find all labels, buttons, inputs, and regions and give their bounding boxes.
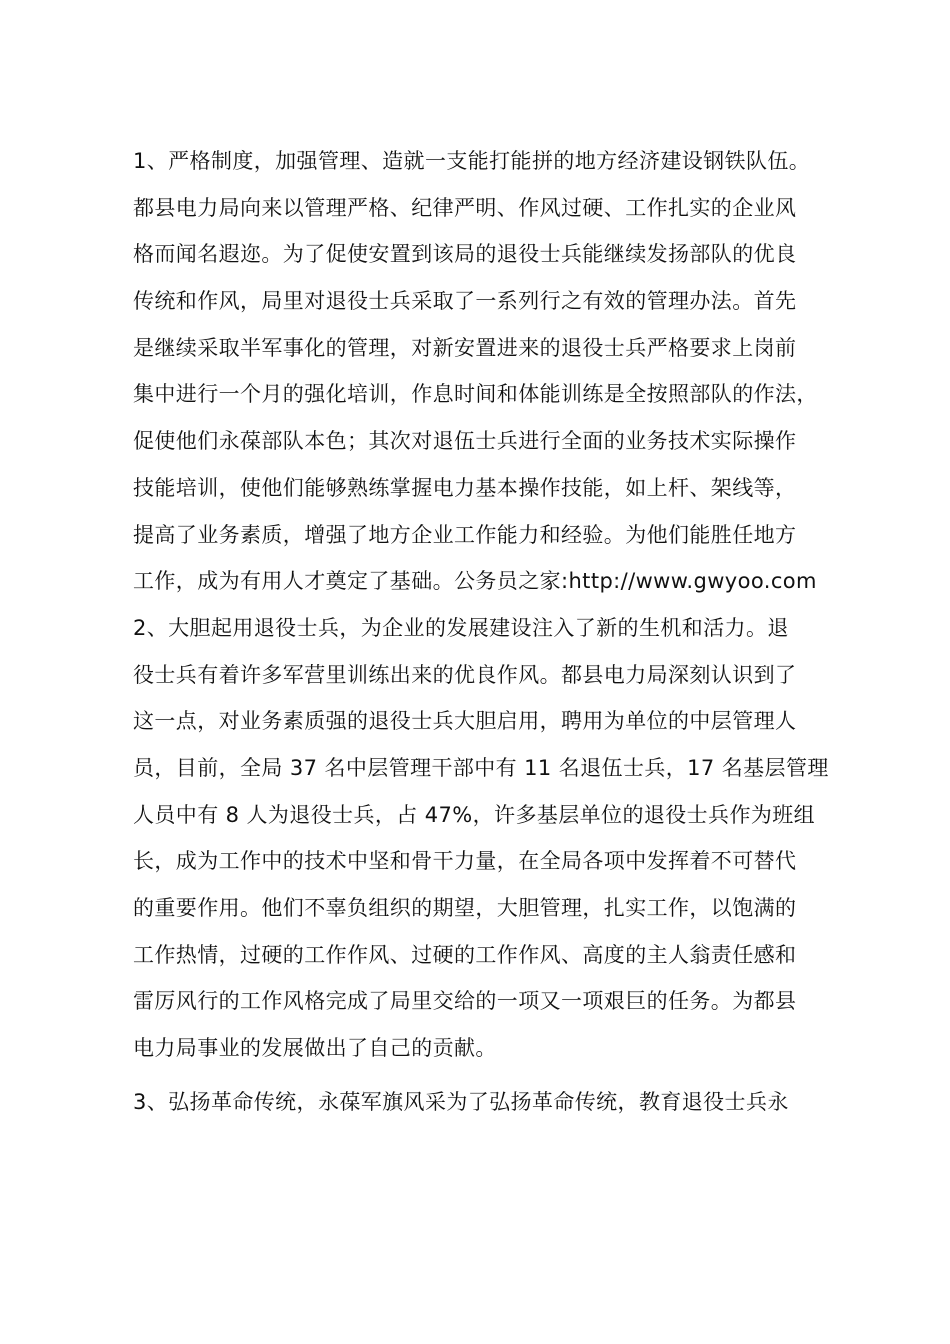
paragraph-1-line-7: 促使他们永葆部队本色；其次对退伍士兵进行全面的业务技术实际操作: [133, 429, 797, 454]
paragraph-1-line-8: 技能培训，使他们能够熟练掌握电力基本操作技能，如上杆、架线等，: [133, 475, 797, 500]
paragraph-1-line-1: 1、严格制度，加强管理、造就一支能打能拼的地方经济建设钢铁队伍。: [133, 149, 811, 173]
paragraph-1-line-2: 都县电力局向来以管理严格、纪律严明、作风过硬、工作扎实的企业风: [133, 195, 797, 220]
paragraph-1-line-6: 集中进行一个月的强化培训，作息时间和体能训练是全按照部队的作法，: [133, 382, 818, 407]
paragraph-1-line-3: 格而闻名遐迩。为了促使安置到该局的退役士兵能继续发扬部队的优良: [133, 242, 797, 267]
paragraph-3-line-1: 3、弘扬革命传统，永葆军旗风采为了弘扬革命传统，教育退役士兵永: [133, 1089, 789, 1114]
paragraph-2-line-8: 工作热情，过硬的工作作风、过硬的工作作风、高度的主人翁责任感和: [133, 942, 797, 967]
paragraph-2-line-10: 电力局事业的发展做出了自己的贡献。: [133, 1036, 497, 1061]
paragraph-2-line-3: 这一点，对业务素质强的退役士兵大胆启用，聘用为单位的中层管理人: [133, 709, 797, 734]
paragraph-2-line-2: 役士兵有着许多军营里训练出来的优良作风。都县电力局深刻认识到了: [133, 662, 797, 687]
paragraph-1-line-4: 传统和作风，局里对退役士兵采取了一系列行之有效的管理办法。首先: [133, 289, 797, 314]
paragraph-2-line-6: 长，成为工作中的技术中坚和骨干力量，在全局各项中发挥着不可替代: [133, 849, 797, 874]
paragraph-2-line-4: 员，目前，全局 37 名中层管理干部中有 11 名退伍士兵，17 名基层管理: [133, 755, 829, 780]
paragraph-2-line-9: 雷厉风行的工作风格完成了局里交给的一项又一项艰巨的任务。为都县: [133, 989, 797, 1014]
document-body: [133, 138, 833, 1125]
paragraph-1-line-9: 提高了业务素质，增强了地方企业工作能力和经验。为他们能胜任地方: [133, 522, 797, 547]
paragraph-2-line-7: 的重要作用。他们不辜负组织的期望，大胆管理，扎实工作，以饱满的: [133, 896, 797, 920]
paragraph-2-line-5: 人员中有 8 人为退役士兵，占 47%，许多基层单位的退役士兵作为班组: [133, 802, 816, 827]
paragraph-1-line-10: 工作，成为有用人才奠定了基础。公务员之家:http://www.gwyoo.com: [133, 569, 817, 594]
paragraph-2-line-1: 2、大胆起用退役士兵，为企业的发展建设注入了新的生机和活力。退: [133, 615, 789, 640]
paragraph-1-line-5: 是继续采取半军事化的管理，对新安置进来的退役士兵严格要求上岗前: [133, 335, 797, 360]
